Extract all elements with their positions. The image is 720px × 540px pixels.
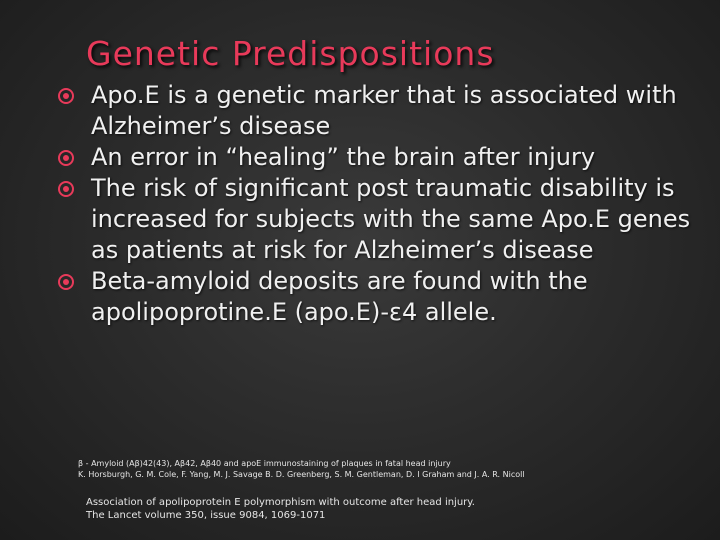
reference-citation: The Lancet volume 350, issue 9084, 1069-1071 [86, 510, 326, 521]
reference-horsburgh [78, 458, 525, 480]
bullet-item [58, 142, 708, 173]
circle-dot-icon [58, 181, 74, 197]
circle-dot-icon [58, 88, 74, 104]
slide-title: Genetic Predispositions [86, 34, 495, 73]
reference-title: Association of apolipoprotein E polymorphism with outcome after head injury. [86, 497, 475, 508]
reference-lancet [86, 496, 475, 522]
bullet-text: Beta-amyloid deposits are found with the apolipoprotine.E (apo.E)-ε4 allele. [91, 267, 588, 326]
bullet-text: The risk of significant post traumatic disability is increased for subjects with the same Apo.E genes as patients at risk for Alzheimer’s disease [91, 174, 691, 264]
reference-title: β - Amyloid (Aβ)42(43), Aβ42, Aβ40 and apoE immunostaining of plaques in fatal head injury [78, 459, 451, 468]
bullet-list [58, 80, 708, 328]
reference-authors: K. Horsburgh, G. M. Cole, F. Yang, M. J. Savage B. D. Greenberg, S. M. Gentleman, D. I Graham and J. A. R. Nicoll [78, 470, 525, 479]
bullet-item [58, 266, 708, 328]
bullet-text: An error in “healing” the brain after injury [91, 143, 596, 171]
bullet-item [58, 80, 708, 142]
bullet-text: Apo.E is a genetic marker that is associated with Alzheimer’s disease [91, 81, 677, 140]
circle-dot-icon [58, 274, 74, 290]
circle-dot-icon [58, 150, 74, 166]
bullet-item [58, 173, 708, 266]
